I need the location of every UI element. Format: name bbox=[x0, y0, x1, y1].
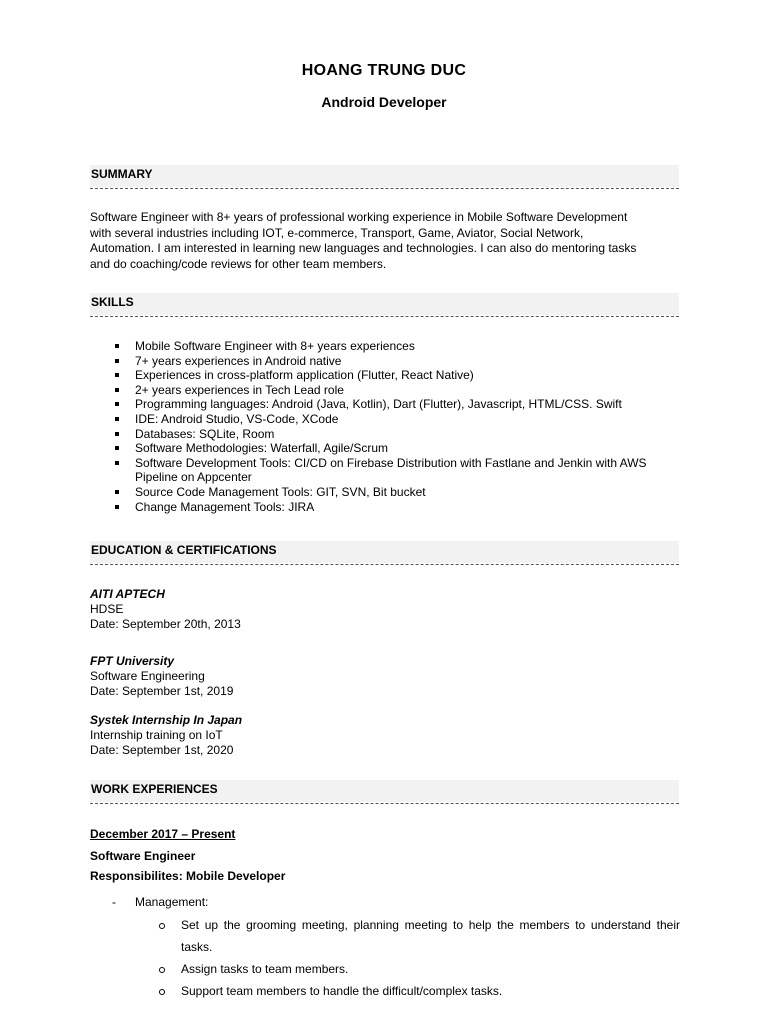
skill-text: Software Development Tools: CI/CD on Firebase Distribution with Fastlane and Jenkin with AWS bbox=[135, 455, 647, 470]
section-work-heading bbox=[90, 780, 679, 802]
section-divider bbox=[90, 188, 679, 189]
summary-line: Automation. I am interested in learning new languages and technologies. I can also do mentoring tasks bbox=[90, 241, 637, 255]
summary-line: and do coaching/code reviews for other team members. bbox=[90, 256, 387, 271]
skills-list bbox=[90, 339, 680, 514]
list-item bbox=[90, 456, 680, 485]
bullet-icon bbox=[115, 490, 119, 494]
bullet-icon bbox=[115, 432, 119, 436]
bullet-icon bbox=[115, 373, 119, 377]
list-item bbox=[157, 980, 680, 1002]
circle-bullet-icon bbox=[159, 923, 165, 929]
institution-name: Systek Internship In Japan bbox=[90, 713, 243, 727]
skill-text: Databases: SQLite, Room bbox=[135, 426, 275, 441]
bullet-icon bbox=[115, 388, 119, 392]
list-item bbox=[90, 383, 680, 398]
section-summary-title: SUMMARY bbox=[91, 167, 153, 181]
skill-text: Source Code Management Tools: GIT, SVN, Bit bucket bbox=[135, 484, 426, 499]
list-item bbox=[90, 427, 680, 442]
bullet-icon bbox=[115, 344, 119, 348]
section-education-heading bbox=[90, 541, 679, 563]
program-name: Internship training on IoT bbox=[90, 728, 223, 742]
skill-text: Programming languages: Android (Java, Kotlin), Dart (Flutter), Javascript, HTML/CSS. Swift bbox=[135, 397, 622, 412]
skill-text: 7+ years experiences in Android native bbox=[135, 353, 342, 368]
education-entry bbox=[90, 587, 680, 632]
list-item bbox=[90, 354, 680, 369]
section-divider bbox=[90, 316, 679, 317]
task-text: Support team members to handle the difficult/complex tasks. bbox=[181, 984, 503, 998]
skill-text: 2+ years experiences in Tech Lead role bbox=[135, 382, 344, 397]
section-education-title: EDUCATION & CERTIFICATIONS bbox=[91, 543, 277, 557]
education-entry bbox=[90, 654, 680, 699]
institution-name: AITI APTECH bbox=[90, 587, 165, 601]
program-date: Date: September 1st, 2020 bbox=[90, 743, 234, 757]
bullet-icon bbox=[115, 446, 119, 450]
section-skills-title: SKILLS bbox=[91, 295, 134, 309]
program-name: Software Engineering bbox=[90, 669, 205, 683]
task-list bbox=[157, 914, 680, 1002]
section-summary-heading bbox=[90, 165, 679, 187]
work-period: December 2017 – Present bbox=[90, 827, 236, 841]
institution-name: FPT University bbox=[90, 654, 175, 668]
summary-line: Software Engineer with 8+ years of professional working experience in Mobile Software Development bbox=[90, 210, 628, 224]
circle-bullet-icon bbox=[159, 967, 165, 973]
program-date: Date: September 20th, 2013 bbox=[90, 617, 241, 631]
bullet-icon bbox=[115, 461, 119, 465]
job-responsibilities: Responsibilites: Mobile Developer bbox=[90, 869, 286, 883]
section-divider bbox=[90, 803, 679, 804]
candidate-name: HOANG TRUNG DUC bbox=[301, 62, 467, 79]
skill-text: Experiences in cross-platform application (Flutter, React Native) bbox=[135, 368, 474, 383]
list-item bbox=[90, 485, 680, 500]
list-item bbox=[90, 368, 680, 383]
section-skills-heading bbox=[90, 293, 679, 315]
summary-paragraph bbox=[90, 210, 680, 272]
program-name: HDSE bbox=[90, 602, 124, 616]
candidate-role: Android Developer bbox=[321, 94, 447, 110]
list-item bbox=[90, 500, 680, 515]
list-item bbox=[90, 412, 680, 427]
list-item bbox=[90, 339, 680, 354]
dash-marker: - bbox=[112, 895, 116, 909]
circle-bullet-icon bbox=[159, 989, 165, 995]
job-title: Software Engineer bbox=[90, 849, 196, 863]
bullet-icon bbox=[115, 417, 119, 421]
responsibility-category: Management: bbox=[135, 895, 209, 909]
skill-text-continuation: Pipeline on Appcenter bbox=[135, 470, 252, 485]
task-text: Assign tasks to team members. bbox=[181, 962, 349, 976]
section-divider bbox=[90, 564, 679, 565]
bullet-icon bbox=[115, 505, 119, 509]
section-work-title: WORK EXPERIENCES bbox=[91, 782, 218, 796]
program-date: Date: September 1st, 2019 bbox=[90, 684, 234, 698]
skill-text: IDE: Android Studio, VS-Code, XCode bbox=[135, 411, 339, 426]
list-item bbox=[157, 914, 680, 958]
task-text: Set up the grooming meeting, planning meeting to help the members to understand their tasks. bbox=[181, 918, 680, 954]
bullet-icon bbox=[115, 359, 119, 363]
education-entry bbox=[90, 713, 680, 758]
skill-text: Software Methodologies: Waterfall, Agile/Scrum bbox=[135, 441, 389, 456]
list-item bbox=[157, 958, 680, 980]
skill-text: Change Management Tools: JIRA bbox=[135, 499, 315, 514]
summary-line: with several industries including IOT, e-commerce, Transport, Game, Aviator, Social Network, bbox=[90, 225, 584, 240]
bullet-icon bbox=[115, 402, 119, 406]
list-item bbox=[90, 441, 680, 456]
skill-text: Mobile Software Engineer with 8+ years experiences bbox=[135, 339, 415, 353]
list-item bbox=[90, 397, 680, 412]
